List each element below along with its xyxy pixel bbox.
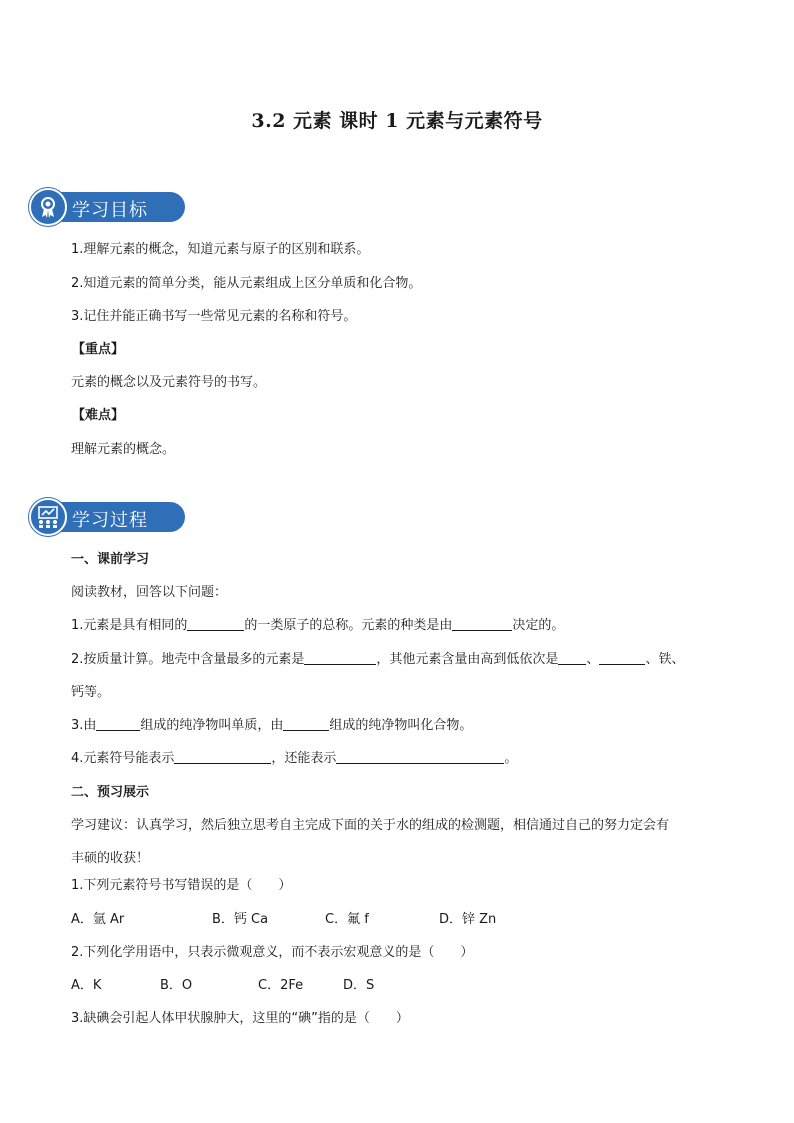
difficulty-label: 【难点】	[72, 408, 125, 423]
page-title: 3.2 元素 课时 1 元素与元素符号	[251, 110, 543, 132]
question-1: 1.元素是具有相同的 的一类原子的总称。元素的种类是由 决定的。	[71, 618, 565, 633]
key-points-label: 【重点】	[72, 342, 125, 357]
question-4: 4.元素符号能表示 ，还能表示 。	[71, 751, 518, 766]
part1-heading: 一、课前学习	[71, 552, 150, 567]
objective-item: 1.理解元素的概念，知道元素与原子的区别和联系。	[71, 242, 370, 257]
answer-blank[interactable]	[187, 617, 244, 631]
mc1-option-c[interactable]: C．氟 f	[325, 912, 369, 927]
mc2-option-c[interactable]: C．2Fe	[258, 978, 304, 993]
award-ribbon-icon	[29, 188, 67, 226]
study-advice: 学习建议：认真学习，然后独立思考自主完成下面的关于水的组成的检测题，相信通过自己的努力定会有	[71, 818, 670, 833]
presentation-group-icon	[29, 498, 67, 536]
answer-blank[interactable]	[283, 717, 329, 731]
objective-item: 2.知道元素的简单分类，能从元素组成上区分单质和化合物。	[71, 276, 422, 291]
answer-blank[interactable]	[336, 750, 504, 764]
answer-blank[interactable]	[452, 617, 512, 631]
answer-blank[interactable]	[174, 750, 271, 764]
mc2-option-d[interactable]: D．S	[343, 978, 375, 993]
section-title-process: 学习过程	[72, 510, 148, 531]
key-points-text: 元素的概念以及元素符号的书写。	[71, 375, 267, 390]
part2-heading: 二、预习展示	[71, 785, 150, 800]
mc1-option-b[interactable]: B．钙 Ca	[212, 912, 269, 927]
mc2-option-b[interactable]: B．O	[160, 978, 193, 993]
mc1-option-a[interactable]: A．氩 Ar	[71, 912, 125, 927]
objective-item: 3.记住并能正确书写一些常见元素的名称和符号。	[71, 309, 357, 324]
mc2-option-a[interactable]: A．K	[71, 978, 102, 993]
answer-blank[interactable]	[558, 651, 586, 665]
question-3: 3.由 组成的纯净物叫单质，由 组成的纯净物叫化合物。	[71, 718, 473, 733]
question-2: 2.按质量计算。地壳中含量最多的元素是 ，其他元素含量由高到低依次是 、 、铁、	[71, 652, 685, 667]
part1-intro: 阅读教材，回答以下问题：	[71, 585, 228, 600]
mc-question-1: 1.下列元素符号书写错误的是（ ）	[71, 878, 292, 893]
mc1-option-d[interactable]: D．锌 Zn	[439, 912, 497, 927]
study-advice-continued: 丰硕的收获！	[71, 851, 150, 866]
mc-question-2: 2.下列化学用语中，只表示微观意义，而不表示宏观意义的是（ ）	[71, 945, 474, 960]
answer-blank[interactable]	[304, 651, 376, 665]
section-banner-process	[29, 498, 185, 536]
question-2-continued: 钙等。	[71, 685, 111, 700]
section-title-objectives: 学习目标	[72, 200, 148, 221]
answer-blank[interactable]	[599, 651, 645, 665]
answer-blank[interactable]	[96, 717, 140, 731]
difficulty-text: 理解元素的概念。	[71, 442, 176, 457]
mc-question-3: 3.缺碘会引起人体甲状腺肿大，这里的“碘”指的是（ ）	[71, 1011, 409, 1026]
section-banner-objectives	[29, 188, 185, 226]
